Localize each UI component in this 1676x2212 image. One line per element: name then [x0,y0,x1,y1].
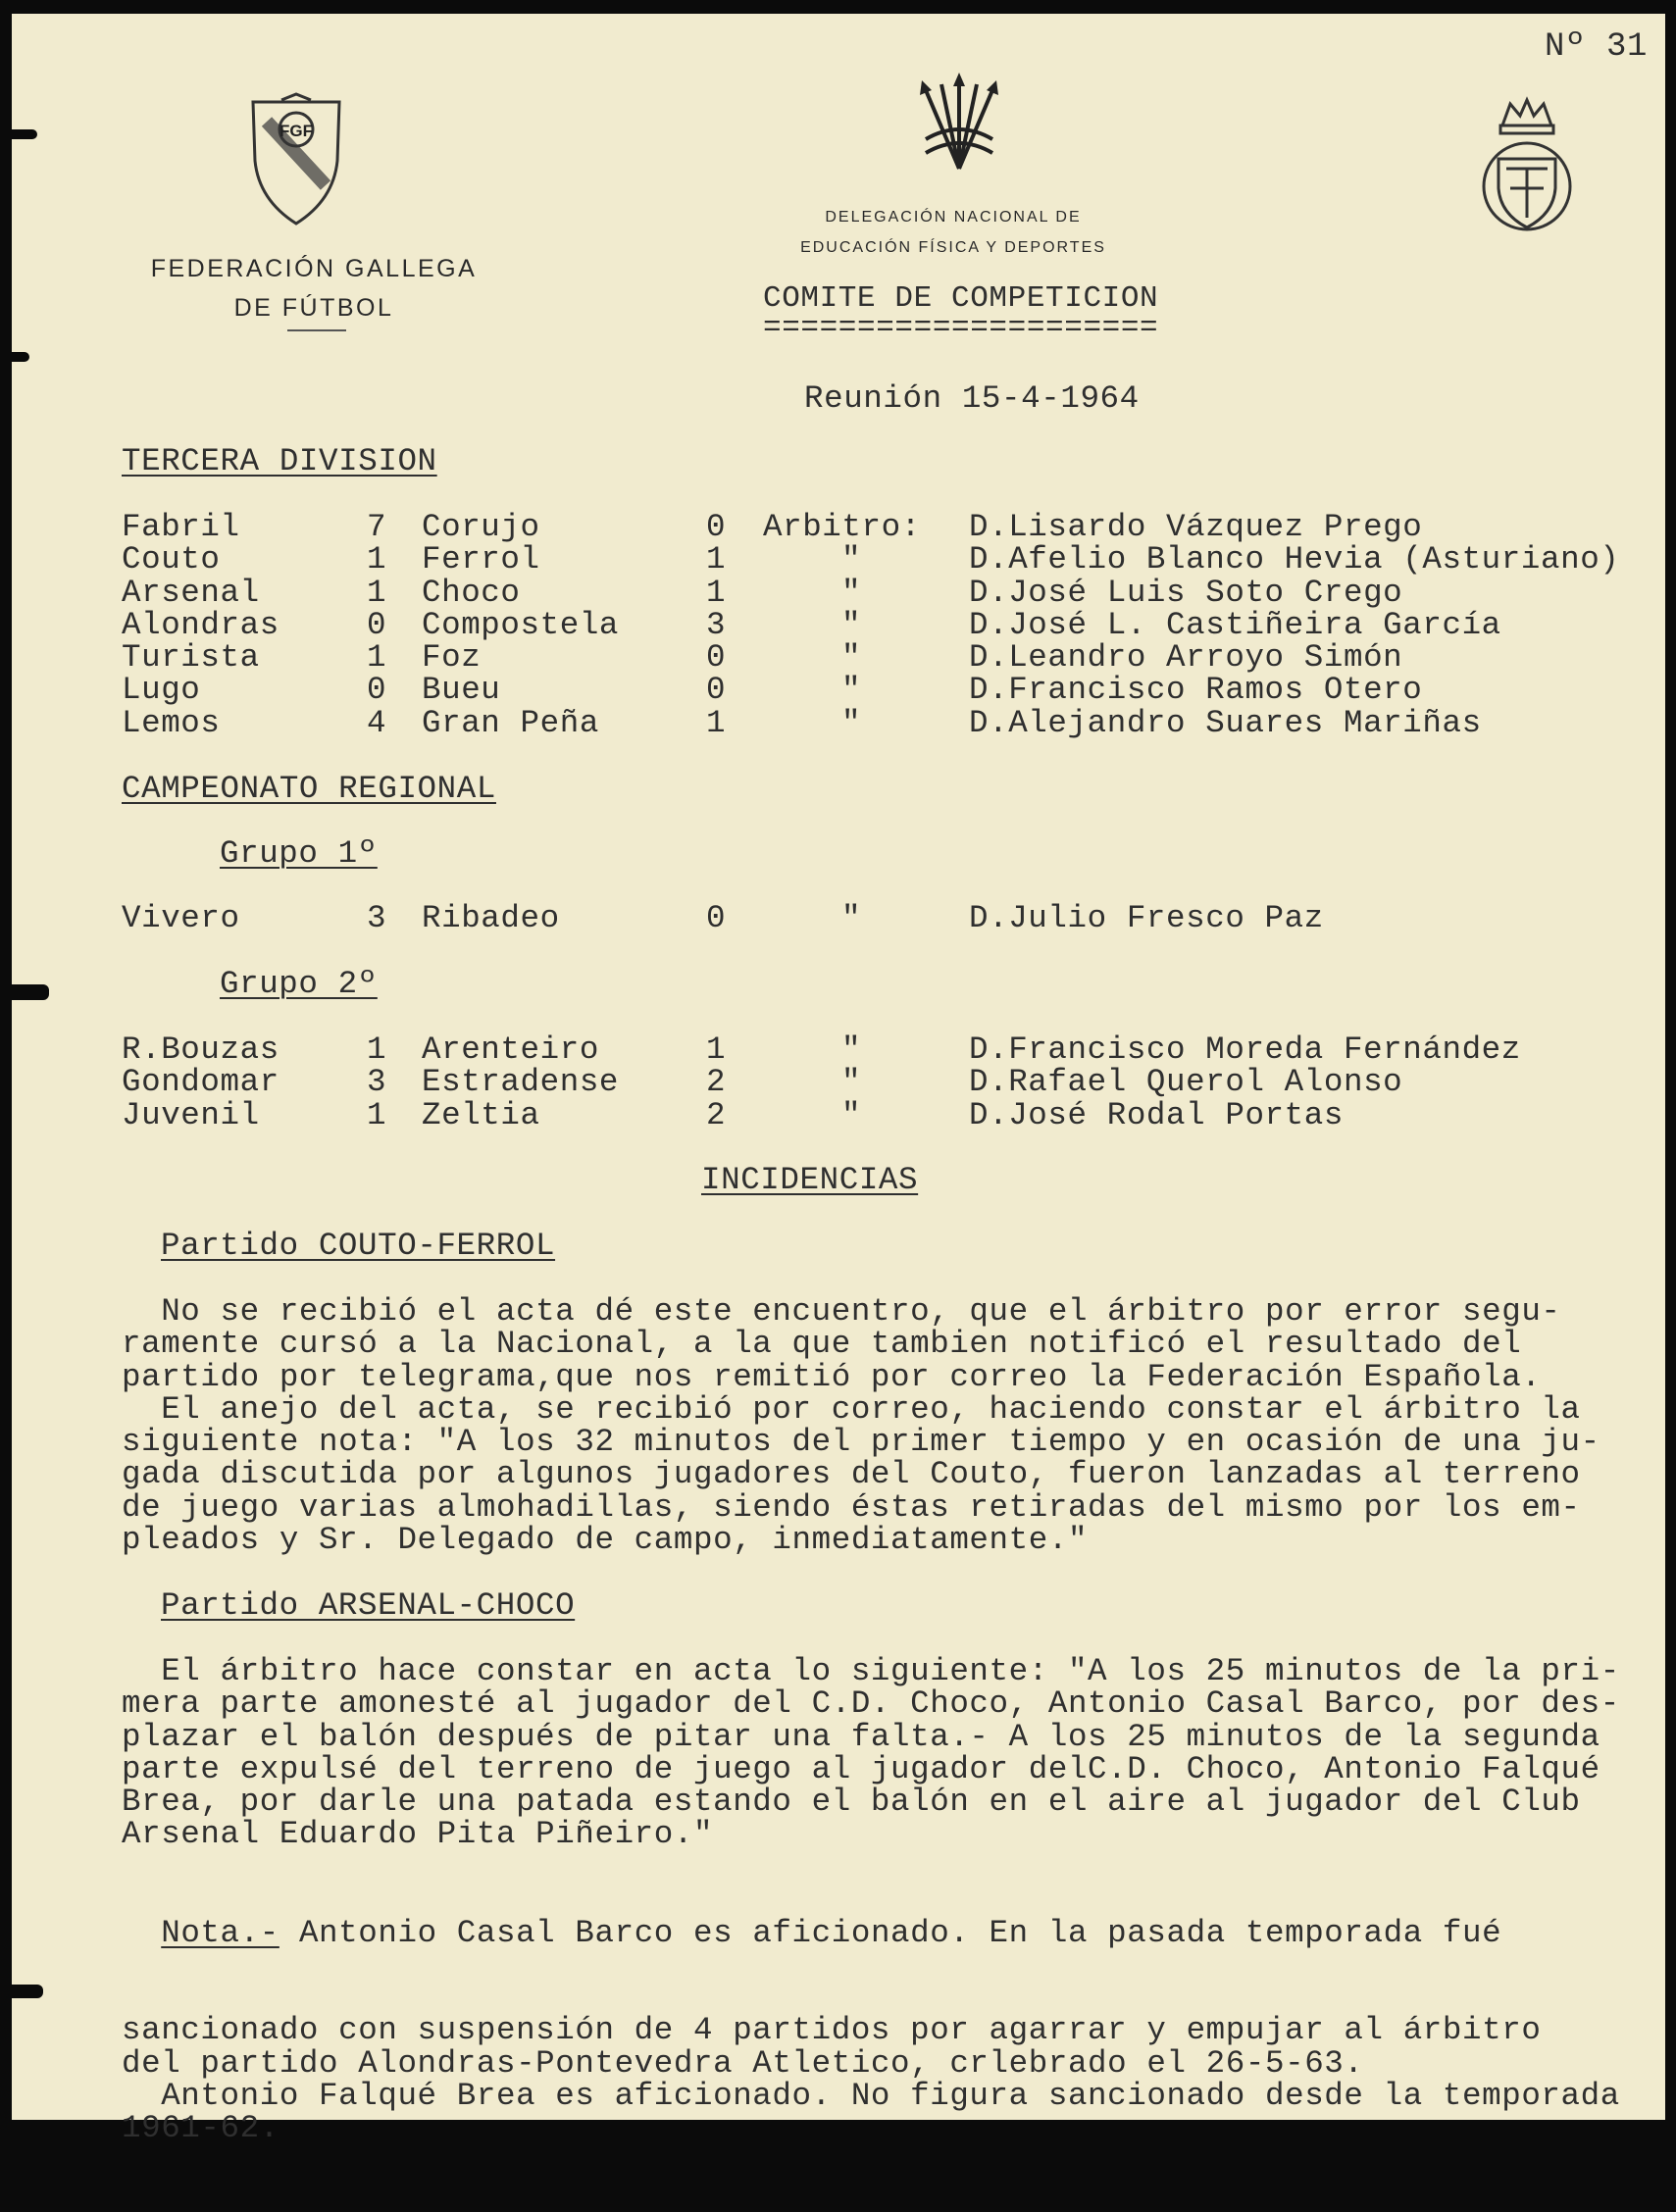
group1-results-body [122,902,1655,934]
referee-name: D.José Luis Soto Crego [969,574,1403,611]
text-line: ramente cursó a la Nacional, a la que tambien notificó el resultado del [122,1326,1522,1363]
away-team: Ribadeo [422,900,560,936]
referee-name: D.Leandro Arroyo Simón [969,639,1403,677]
yoke-arrows-emblem-icon [912,71,1006,178]
page-number: Nº 31 [1544,28,1648,66]
referee-name: D.Rafael Querol Alonso [969,1064,1403,1101]
home-team: Arsenal [122,574,260,611]
away-team: Estradense [422,1064,620,1101]
away-score: 1 [706,541,727,578]
incident-text-couto-ferrol [122,1293,1600,1559]
punch-mark [12,984,49,1000]
group2-results-body [122,1033,1655,1131]
home-team: Gondomar [122,1064,279,1101]
committee-title-rule: ===================== [763,311,1159,345]
away-score: 2 [706,1096,727,1133]
text-line: El anejo del acta, se recibió por correo, haciendo constar el árbitro la [122,1390,1581,1428]
match-row [122,674,1655,706]
match-row [122,641,1655,674]
text-line: gada discutida por algunos jugadores del Couto, fueron lanzadas al terreno [122,1456,1581,1493]
away-team: Compostela [422,606,620,643]
referee-label: " [840,606,862,643]
home-team: Lemos [122,704,221,741]
punch-mark [12,352,29,362]
nota-lines [122,2012,1620,2147]
home-team: Juvenil [122,1096,260,1133]
group1-label: Grupo 1º [220,835,378,872]
away-team: Choco [422,574,521,611]
text-line: de juego varias almohadillas, siendo éstas retiradas del mismo por los em- [122,1488,1581,1526]
group2-results-table [122,1033,1655,1131]
group1-results-table [122,902,1655,934]
group2-label: Grupo 2º [220,966,378,1002]
home-team: Fabril [122,509,240,545]
away-score: 0 [706,639,727,677]
text-line: pleados y Sr. Delegado de campo, inmediatamente." [122,1522,1089,1559]
text-line: No se recibió el acta dé este encuentro, que el árbitro por error segu- [122,1293,1561,1330]
referee-label: " [840,1064,862,1101]
referee-name: D.José Rodal Portas [969,1096,1344,1133]
match-row [122,511,1655,543]
federation-name: FEDERACIÓN GALLEGA DE FÚTBOL [150,255,478,322]
home-team: R.Bouzas [122,1031,279,1068]
home-score: 1 [367,574,387,611]
home-team: Vivero [122,900,240,936]
away-score: 0 [706,900,727,936]
home-score: 0 [367,672,387,709]
home-team: Turista [122,639,260,677]
delegation-name: DELEGACIÓN NACIONAL DE EDUCACIÓN FÍSICA Y DEPORTES [800,209,1106,256]
referee-name: D.Francisco Ramos Otero [969,672,1423,709]
home-score: 4 [367,704,387,741]
referee-label: Arbitro: [763,509,921,545]
match-row [122,577,1655,609]
away-score: 1 [706,574,727,611]
away-score: 1 [706,704,727,741]
text-line: plazar el balón después de pitar una falta.- A los 25 minutos de la segunda [122,1718,1600,1755]
document-page [12,14,1665,2147]
referee-label: " [840,1031,862,1068]
match-row [122,1099,1655,1131]
text-line: mera parte amonesté al jugador del C.D. Choco, Antonio Casal Barco, por des- [122,1685,1620,1723]
tercera-results-table [122,511,1655,739]
nota-label: Nota.- [161,1914,279,1951]
svg-text:FGF: FGF [279,122,313,140]
home-score: 0 [367,606,387,643]
text-line: parte expulsé del terreno de juego al jugador delC.D. Choco, Antonio Falqué [122,1750,1600,1787]
away-score: 0 [706,509,727,545]
text-line: siguiente nota: "A los 32 minutos del primer tiempo y en ocasión de una ju- [122,1424,1600,1461]
text-line: Arsenal Eduardo Pita Piñeiro." [122,1816,714,1853]
nota-first-line: Antonio Casal Barco es aficionado. En la pasada temporada fué [279,1914,1502,1951]
match-row [122,1033,1655,1066]
referee-name: D.Lisardo Vázquez Prego [969,509,1423,545]
referee-name: D.José L. Castiñeira García [969,606,1501,643]
home-team: Alondras [122,606,279,643]
match-row [122,1066,1655,1098]
away-score: 2 [706,1064,727,1101]
text-line: del partido Alondras-Pontevedra Atletico, crlebrado el 26-5-63. [122,2044,1364,2082]
referee-name: D.Afelio Blanco Hevia (Asturiano) [969,541,1620,578]
away-team: Corujo [422,509,540,545]
section-heading-incidencias: INCIDENCIAS [701,1162,919,1198]
home-score: 1 [367,541,387,578]
referee-name: D.Julio Fresco Paz [969,900,1324,936]
home-score: 7 [367,509,387,545]
match-title-arsenal-choco: Partido ARSENAL-CHOCO [161,1587,576,1624]
match-row [122,609,1655,641]
home-score: 1 [367,639,387,677]
referee-label: " [840,1096,862,1133]
referee-label: " [840,704,862,741]
text-line: 1961-62. [122,2110,279,2147]
tercera-results-body [122,511,1655,739]
section-heading-tercera: TERCERA DIVISION [122,443,437,479]
match-row [122,707,1655,739]
away-team: Zeltia [422,1096,540,1133]
match-row [122,543,1655,576]
match-row [122,902,1655,934]
text-line: El árbitro hace constar en acta lo siguiente: "A los 25 minutos de la pri- [122,1653,1620,1689]
home-score: 1 [367,1031,387,1068]
referee-label: " [840,639,862,677]
referee-label: " [840,541,862,578]
divider [287,329,346,331]
referee-label: " [840,574,862,611]
away-team: Gran Peña [422,704,599,741]
meeting-date: Reunión 15-4-1964 [804,380,1140,417]
home-team: Couto [122,541,221,578]
away-score: 3 [706,606,727,643]
away-team: Foz [422,639,482,677]
incident-text-arsenal-choco [122,1655,1620,1851]
referee-label: " [840,672,862,709]
text-line: Brea, por darle una patada estando el balón en el aire al jugador del Club [122,1784,1581,1821]
section-heading-regional: CAMPEONATO REGIONAL [122,771,496,807]
text-line: partido por telegrama,que nos remitió por correo la Federación Española. [122,1358,1542,1395]
home-score: 3 [367,900,387,936]
away-score: 1 [706,1031,727,1068]
away-team: Bueu [422,672,501,709]
away-team: Arenteiro [422,1031,599,1068]
text-line: sancionado con suspensión de 4 partidos por agarrar y empujar al árbitro [122,2012,1542,2049]
nota-paragraph [122,1851,1620,2210]
referee-name: D.Francisco Moreda Fernández [969,1031,1521,1068]
home-team: Lugo [122,672,201,709]
federation-shield-icon [247,92,345,229]
committee-title: COMITE DE COMPETICION [763,281,1159,316]
away-team: Ferrol [422,541,540,578]
punch-mark [12,129,37,139]
home-score: 1 [367,1096,387,1133]
punch-mark [12,1985,43,1998]
match-title-couto-ferrol: Partido COUTO-FERROL [161,1228,556,1264]
away-score: 0 [706,672,727,709]
text-line: Antonio Falqué Brea es aficionado. No figura sancionado desde la temporada [122,2078,1620,2115]
spanish-federation-crest-icon [1473,90,1581,237]
home-score: 3 [367,1064,387,1101]
referee-name: D.Alejandro Suares Mariñas [969,704,1482,741]
referee-label: " [840,900,862,936]
